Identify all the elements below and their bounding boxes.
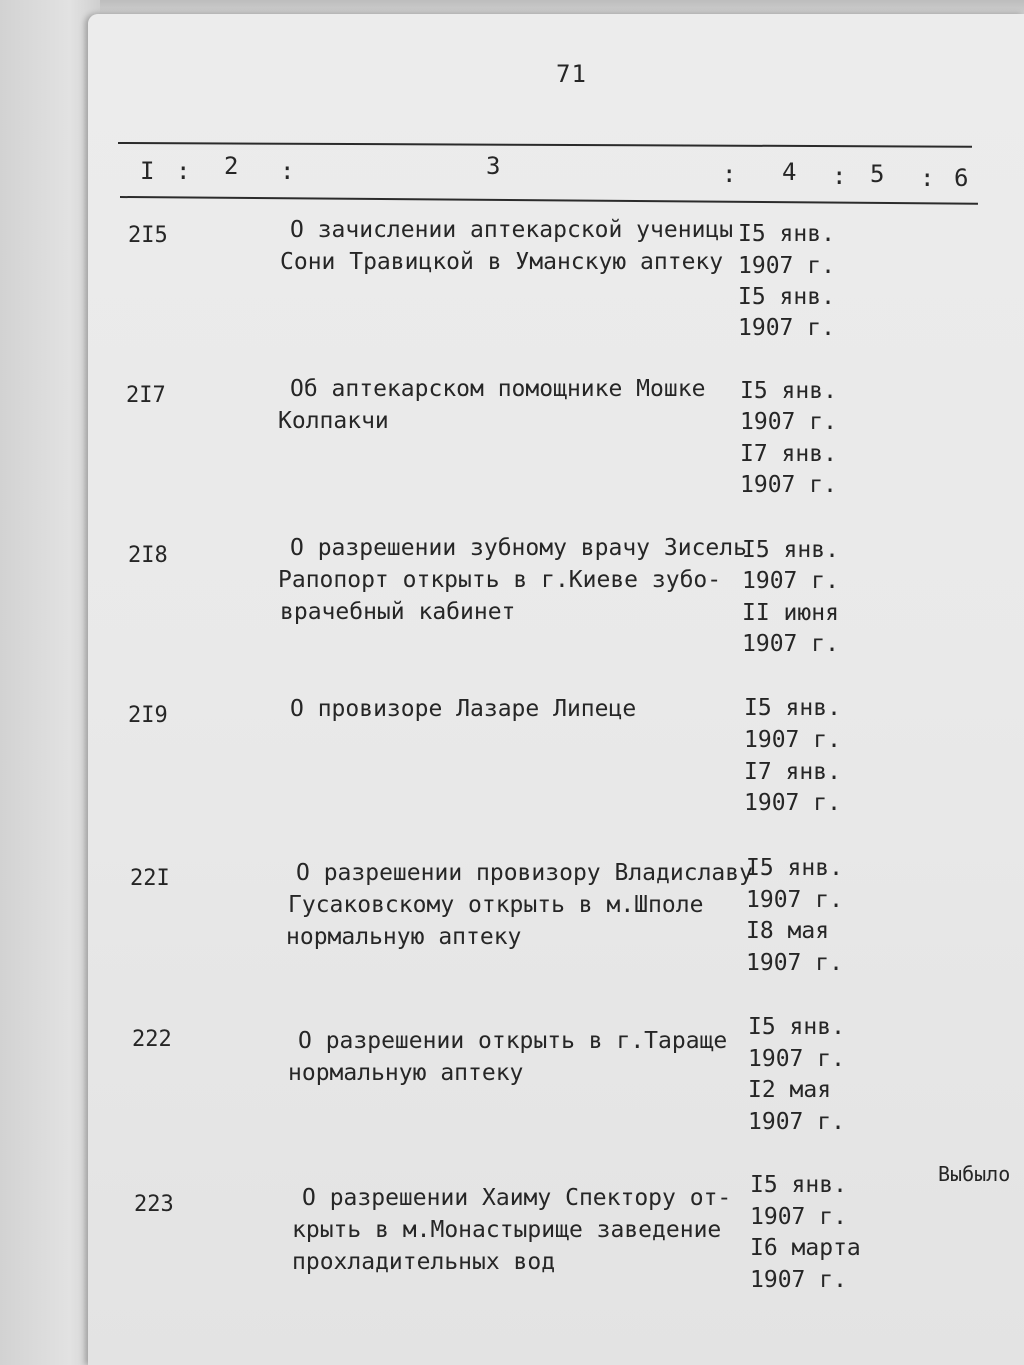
- header-sep5: :: [920, 164, 935, 192]
- entry-date-line: I8 мая: [746, 918, 830, 944]
- entry-title-line: врачебный кабинет: [280, 599, 516, 625]
- entry-number: 22I: [130, 866, 170, 891]
- header-col1: I: [140, 157, 155, 185]
- entry-number: 223: [134, 1192, 174, 1217]
- entry-date-line: I5 янв.: [738, 221, 835, 247]
- entry-date-line: I5 янв.: [750, 1172, 847, 1198]
- entry-date-line: I5 янв.: [746, 855, 843, 881]
- entry-title-line: О зачислении аптекарской ученицы: [290, 217, 734, 243]
- entry-date-line: I5 янв.: [738, 284, 835, 310]
- entry-date-line: 1907 г.: [748, 1109, 845, 1135]
- entry-date-line: 1907 г.: [742, 631, 839, 657]
- entry-date-line: I5 янв.: [744, 695, 841, 721]
- entry-date-line: I5 янв.: [748, 1014, 845, 1040]
- entry-title-line: О разрешении зубному врачу Зисель: [290, 535, 747, 561]
- entry-date-line: 1907 г.: [750, 1267, 847, 1293]
- header-col5: 5: [870, 160, 885, 188]
- entry-date-line: I5 янв.: [742, 537, 839, 563]
- entry-date-line: 1907 г.: [738, 253, 835, 279]
- entry-title-line: О разрешении провизору Владиславу: [296, 860, 753, 886]
- header-sep4: :: [832, 162, 847, 190]
- entry-number: 2I9: [128, 703, 168, 728]
- entry-number: 2I8: [128, 543, 168, 568]
- entry-title-line: Сони Травицкой в Уманскую аптеку: [280, 249, 724, 275]
- entry-title-line: нормальную аптеку: [288, 1060, 524, 1086]
- entry-title-line: О провизоре Лазаре Липеце: [290, 696, 637, 722]
- entry-date-line: 1907 г.: [738, 315, 835, 341]
- entry-title-line: прохладительных вод: [292, 1249, 556, 1275]
- header-sep1: :: [176, 157, 191, 185]
- entry-date-line: 1907 г.: [746, 887, 843, 913]
- entry-date-line: I6 марта: [750, 1235, 861, 1261]
- page-number: 71: [556, 60, 587, 88]
- entry-date-line: 1907 г.: [750, 1204, 847, 1230]
- entry-date-line: II июня: [742, 600, 839, 626]
- entry-title-line: О разрешении открыть в г.Тараще: [298, 1028, 728, 1054]
- entry-date-line: 1907 г.: [744, 727, 841, 753]
- entry-date-line: 1907 г.: [746, 950, 843, 976]
- entry-date-line: 1907 г.: [740, 409, 837, 435]
- entry-title-line: Колпакчи: [278, 408, 389, 434]
- entry-date-line: 1907 г.: [740, 472, 837, 498]
- entry-number: 2I5: [128, 223, 168, 248]
- entry-title-line: Гусаковскому открыть в м.Шполе: [288, 892, 704, 918]
- entry-date-line: I5 янв.: [740, 378, 837, 404]
- entry-title-line: нормальную аптеку: [286, 924, 522, 950]
- note-vybylo: Выбыло: [938, 1162, 1011, 1186]
- entry-date-line: I7 янв.: [740, 441, 837, 467]
- header-col6: 6: [954, 164, 969, 192]
- header-col2: 2: [224, 152, 239, 180]
- entry-date-line: I7 янв.: [744, 759, 841, 785]
- header-col3: 3: [486, 152, 501, 180]
- entry-title-line: Рапопорт открыть в г.Киеве зубо-: [278, 567, 722, 593]
- entry-title-line: Об аптекарском помощнике Мошке: [290, 376, 706, 402]
- entry-number: 222: [132, 1027, 172, 1052]
- header-col4: 4: [782, 158, 797, 186]
- header-sep3: :: [722, 160, 737, 188]
- entry-date-line: 1907 г.: [744, 790, 841, 816]
- underlying-page-edge-left: [0, 0, 100, 1365]
- entry-date-line: 1907 г.: [742, 568, 839, 594]
- entry-date-line: 1907 г.: [748, 1046, 845, 1072]
- entry-date-line: I2 мая: [748, 1077, 832, 1103]
- entry-number: 2I7: [126, 383, 166, 408]
- header-sep2: :: [280, 157, 295, 185]
- entry-title-line: крыть в м.Монастырище заведение: [292, 1217, 722, 1243]
- entry-title-line: О разрешении Хаиму Спектору от-: [302, 1185, 732, 1211]
